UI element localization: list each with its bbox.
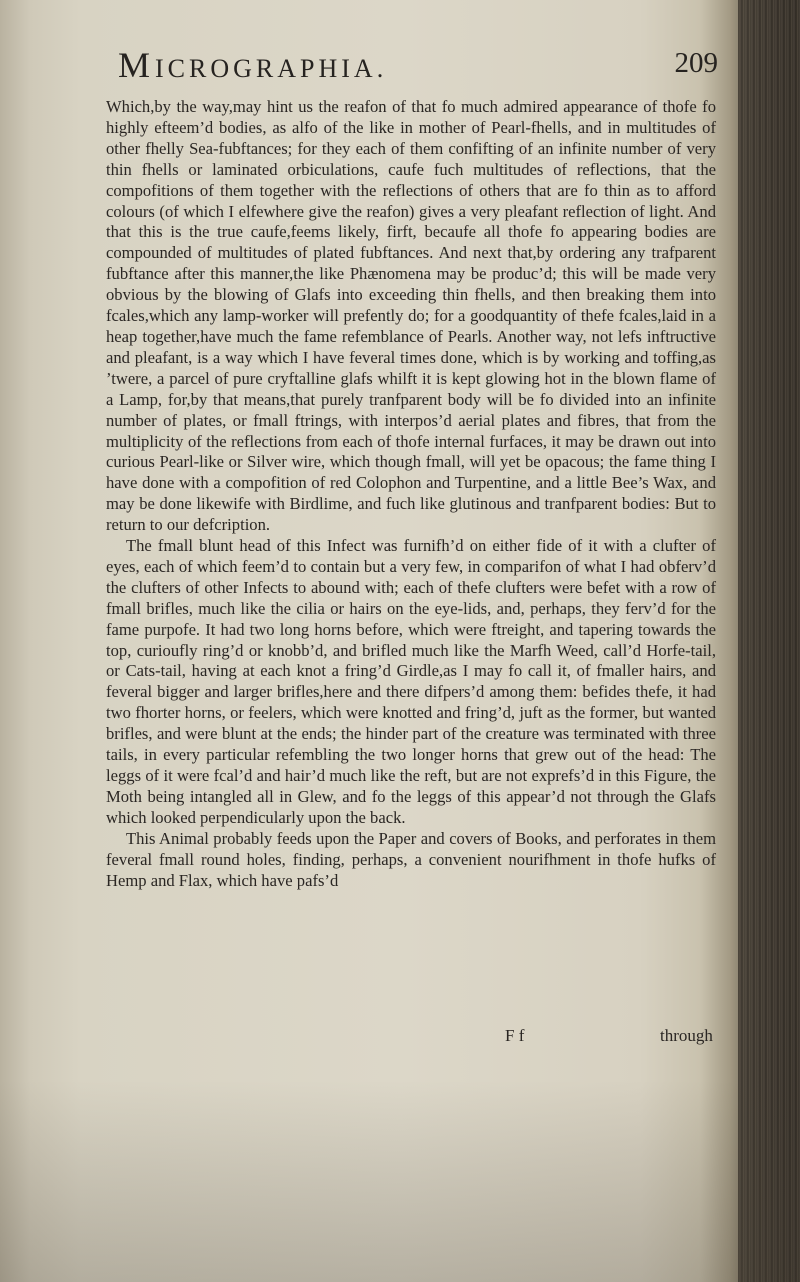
signature-mark: F f [505, 1026, 525, 1045]
running-title-initial: M [118, 45, 156, 85]
page-header [118, 44, 718, 90]
running-title [118, 44, 387, 86]
paragraph-3: This Animal probably feeds upon the Paper and covers of Books, and perforates in them feveral fmall round holes, finding, perhaps, a convenient nourifhment in thofe hufks of Hemp and Flax, which have pafs’d [106, 828, 716, 890]
paragraph-1: Which,by the way,may hint us the reafon of that fo much admired appearance of thofe fo highly efteem’d bodies, as alfo of the like in mother of Pearl-fhells, and in multitudes of other fhelly Sea-fubftances; for they each of them confifting of an infinite number of very thin fhells or laminated orbiculations, caufe fuch multitudes of reflections, that the compofitions of them together with the reflections of others that are fo thin as to afford colours (of which I elfewhere give the reafon) gives a very pleafant reflection of light. And that this is the true caufe,feems likely, firft, becaufe all thofe fo appearing bodies are compounded of multitudes of plated fubftances. And next that,by ordering any trafparent fubftance after this manner,the like Phænomena may be produc’d; this will be made very obvious by the blowing of Glafs into exceeding thin fhells, and then breaking them into fcales,which any lamp-worker will prefently do; for a goodquantity of thefe fcales,laid in a heap together,have much the fame refemblance of Pearls. Another way, not lefs inftructive and pleafant, is a way which I have feveral times done, which is by working and toffing,as ’twere, a parcel of pure cryftalline glafs whilft it is kept glowing hot in the blown flame of a Lamp, for,by that means,that purely tranfparent body will be fo divided into an infinite number of plates, or fmall ftrings, with interpos’d aerial plates and fibres, that from the multiplicity of the reflections from each of thofe internal furfaces, it may be drawn out into curious Pearl-like or Silver wire, which though fmall, will yet be opacous; the fame thing I have done with a compofition of red Colophon and Turpentine, and a little Bee’s Wax, and may be done likewife with Birdlime, and fuch like glutinous and tranfparent bodies: But to return to our defcription. [106, 97, 716, 535]
running-title-rest: ICROGRAPHIA. [155, 54, 388, 83]
book-spine-shadow [738, 0, 800, 1282]
page-number: 209 [674, 47, 718, 79]
catchword: through [660, 1026, 713, 1045]
paragraph-2: The fmall blunt head of this Infect was furnifh’d on either fide of it with a clufter of eyes, each of which feem’d to contain but a very few, in comparifon of what I had obferv’d the clufters of other Infects to abound with; each of thefe clufters were befet with a row of fmall brifles, much like the cilia or hairs on the eye-lids, and, perhaps, they ferv’d for the fame purpofe. It had two long horns before, which were ftreight, and tapering towards the top, curioufly ring’d or knobb’d, and brifled much like the Marfh Weed, call’d Horfe-tail, or Cats-tail, having at each knot a fring’d Girdle,as I may fo call it, of fmaller hairs, and feveral bigger and larger brifles,here and there difpers’d among them: befides thefe, it had two fhorter horns, or feelers, which were knotted and fring’d, juft as the former, but wanted brifles, and were blunt at the ends; the hinder part of the creature was terminated with three tails, in every particular refembling the two longer horns that grew out of the head: The leggs of it were fcal’d and hair’d much like the reft, but are not exprefs’d in this Figure, the Moth being intangled all in Glew, and fo the leggs of this appear’d not through the Glafs which looked perpendicularly upon the back. [106, 536, 716, 827]
body-text [106, 97, 716, 891]
